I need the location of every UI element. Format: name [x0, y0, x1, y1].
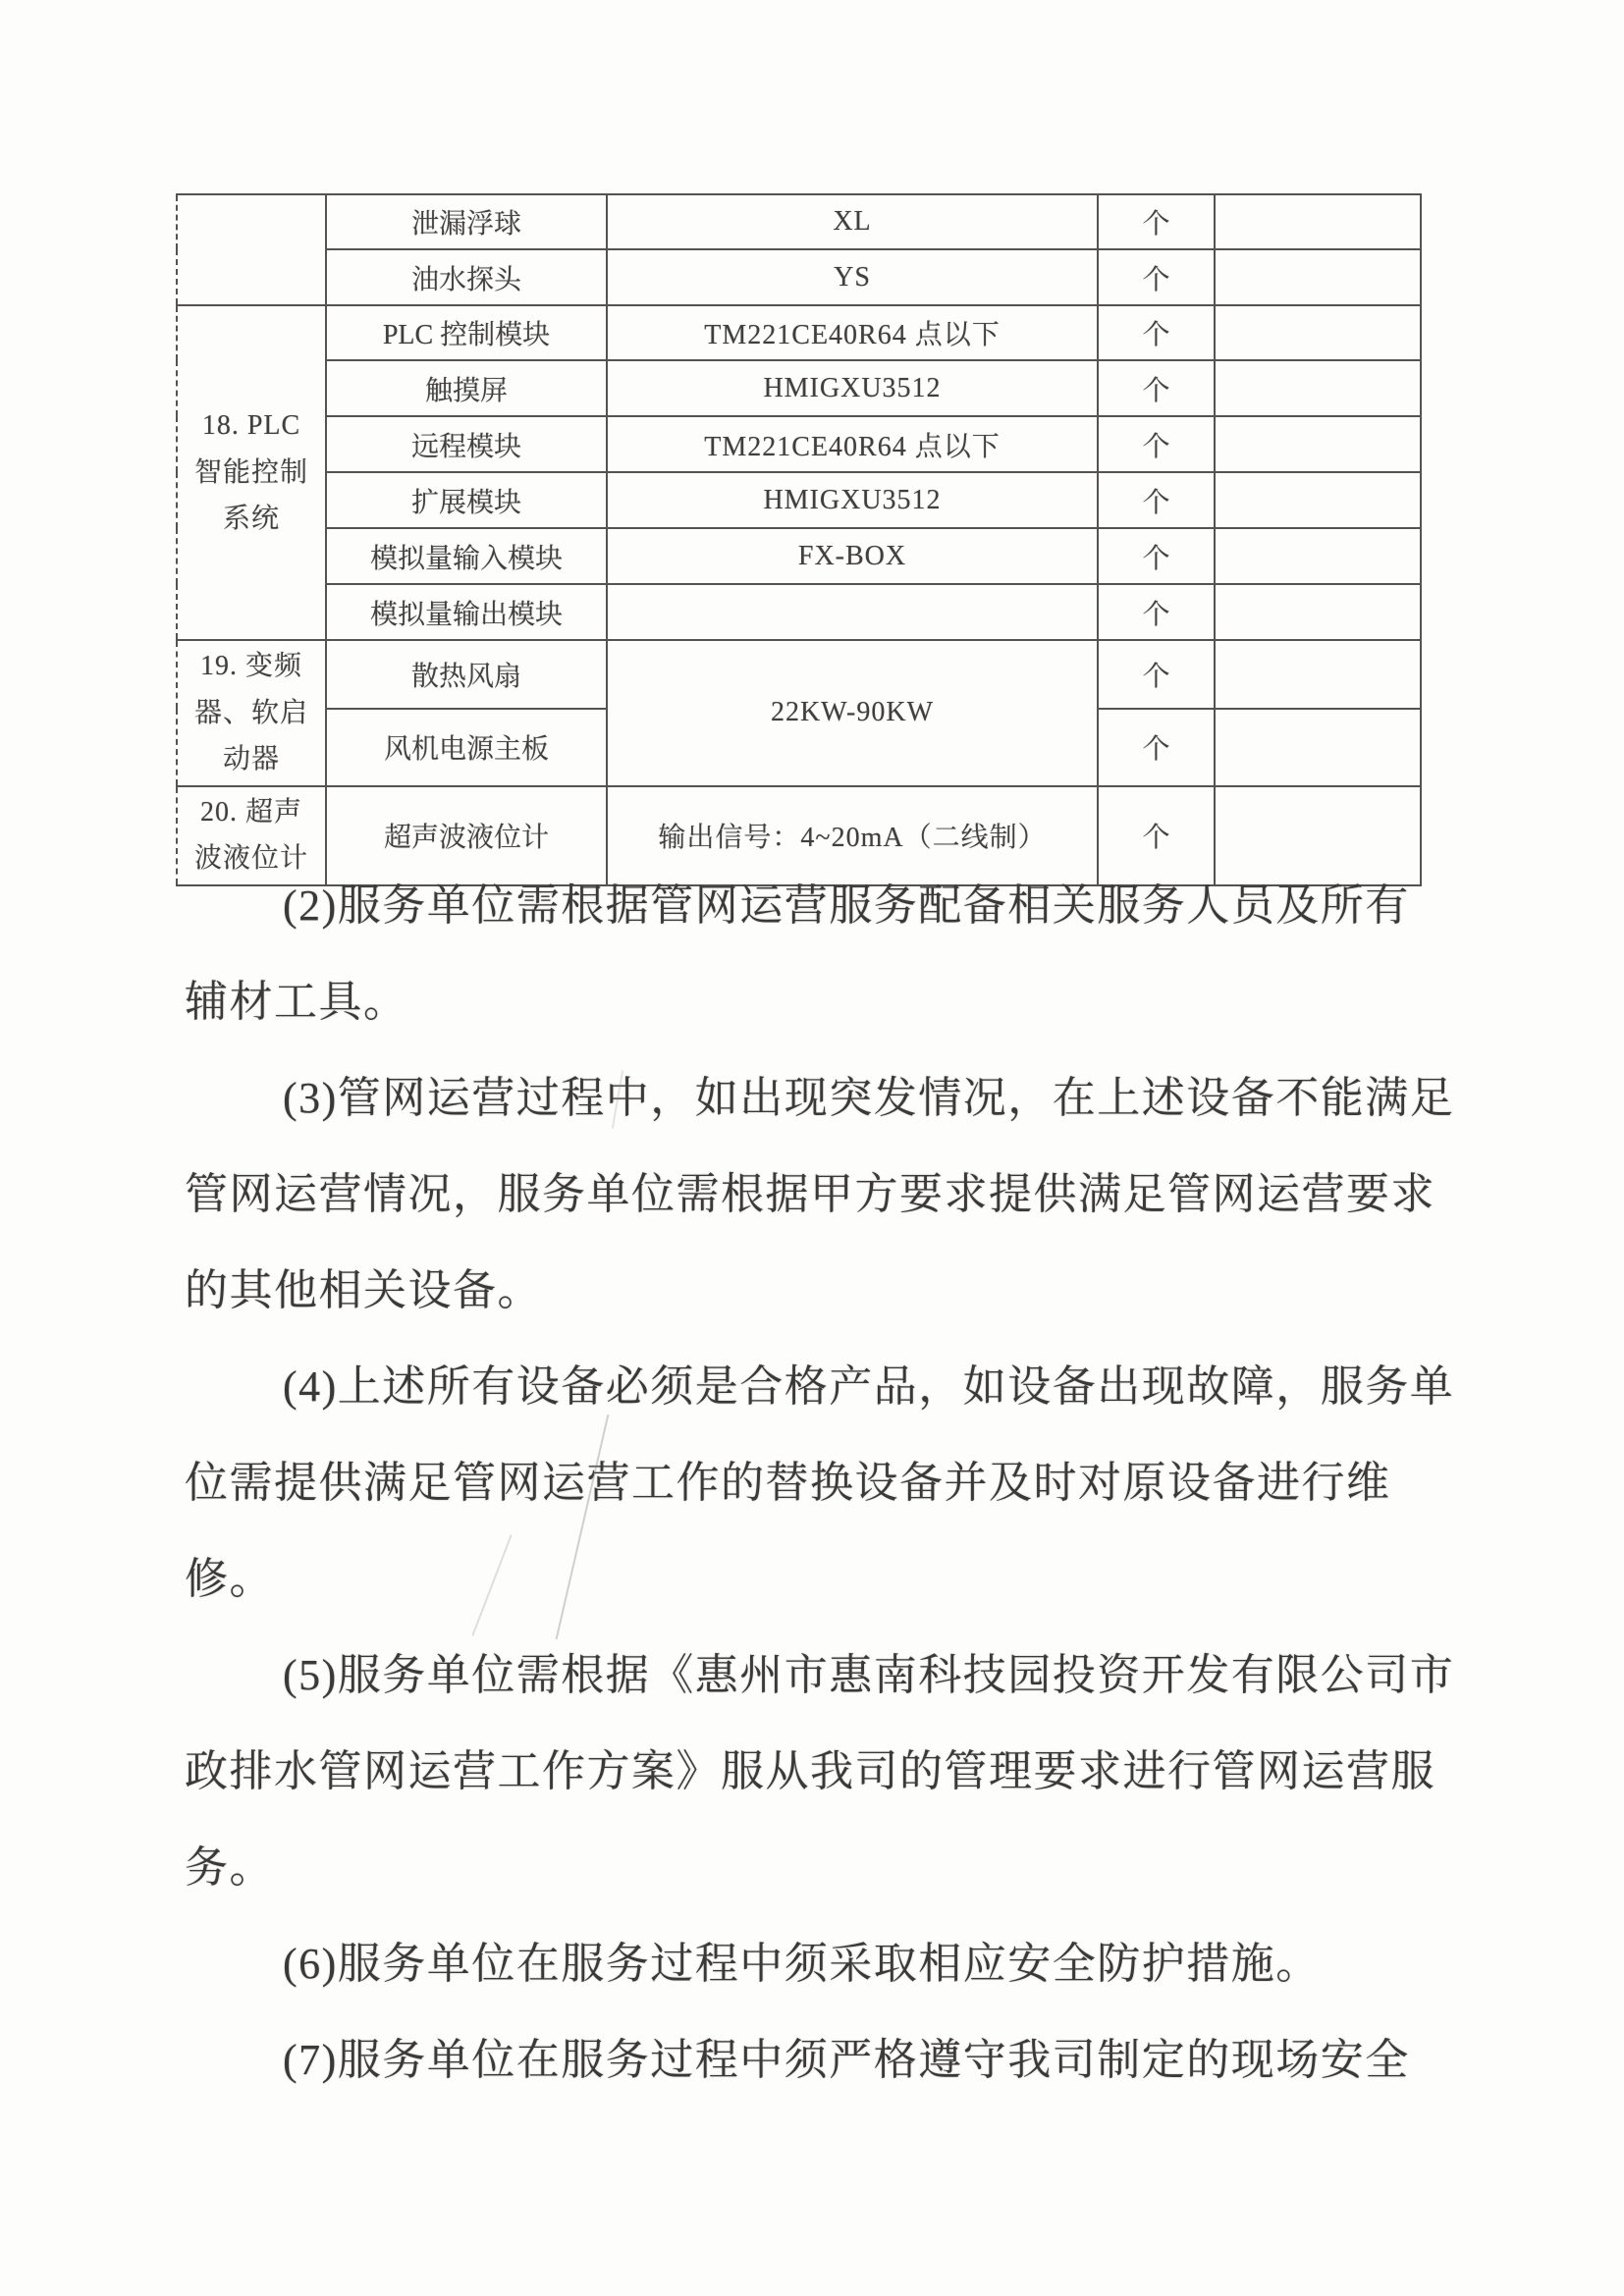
table-cell-unit: 个	[1098, 786, 1215, 885]
paragraph-line: (3)管网运营过程中，如出现突发情况，在上述设备不能满足	[283, 1074, 1455, 1122]
table-cell-item: 超声波液位计	[326, 786, 607, 885]
table-cell-unit: 个	[1098, 528, 1215, 584]
table-cell-spec: HMIGXU3512	[607, 360, 1098, 416]
table-row	[177, 472, 1421, 528]
paragraph-line: 的其他相关设备。	[185, 1266, 542, 1314]
paragraph-line: 管网运营情况，服务单位需根据甲方要求提供满足管网运营要求	[185, 1170, 1435, 1218]
table-cell-spec-merged: 22KW-90KW	[607, 640, 1098, 786]
paragraph-line: (6)服务单位在服务过程中须采取相应安全防护措施。	[283, 1940, 1321, 1988]
table-cell-note	[1215, 305, 1421, 360]
table-cell-item: 远程模块	[326, 416, 607, 472]
table-cell-note	[1215, 640, 1421, 709]
paragraph-line: 修。	[185, 1555, 274, 1603]
table-cell-spec: FX-BOX	[607, 528, 1098, 584]
table-cell-unit: 个	[1098, 249, 1215, 305]
table-cell-spec: HMIGXU3512	[607, 472, 1098, 528]
table-cell-item: PLC 控制模块	[326, 305, 607, 360]
paragraphs	[185, 858, 1455, 2109]
table-row	[177, 584, 1421, 640]
table-cell-item: 扩展模块	[326, 472, 607, 528]
paragraph-line: 务。	[185, 1843, 274, 1892]
paragraph-line: (4)上述所有设备必须是合格产品，如设备出现故障，服务单	[283, 1362, 1455, 1411]
table-cell-unit: 个	[1098, 360, 1215, 416]
table-cell-note	[1215, 416, 1421, 472]
table-cell-note	[1215, 709, 1421, 786]
table-cell-spec: 输出信号：4~20mA（二线制）	[607, 786, 1098, 885]
paragraph-line: (2)服务单位需根据管网运营服务配备相关服务人员及所有	[283, 881, 1410, 930]
table-cell-category: 19. 变频 器、软启 动器	[177, 640, 326, 786]
table-cell-unit: 个	[1098, 584, 1215, 640]
table-row	[177, 305, 1421, 360]
paragraph-line: 政排水管网运营工作方案》服从我司的管理要求进行管网运营服	[185, 1747, 1435, 1795]
table-row	[177, 416, 1421, 472]
paragraph-line: 位需提供满足管网运营工作的替换设备并及时对原设备进行维	[185, 1459, 1391, 1507]
table-row	[177, 360, 1421, 416]
table-cell-note	[1215, 528, 1421, 584]
table-cell-note	[1215, 360, 1421, 416]
table-cell-spec: YS	[607, 249, 1098, 305]
table-cell-item: 模拟量输出模块	[326, 584, 607, 640]
table-cell-note	[1215, 472, 1421, 528]
table-cell-spec	[607, 584, 1098, 640]
table-cell-item: 触摸屏	[326, 360, 607, 416]
table-cell-unit: 个	[1098, 472, 1215, 528]
table-cell-note	[1215, 249, 1421, 305]
paragraph-line: 辅材工具。	[185, 978, 408, 1026]
table-cell-item: 油水探头	[326, 249, 607, 305]
table-row	[177, 528, 1421, 584]
equipment-table	[176, 193, 1422, 886]
table-cell-spec: XL	[607, 194, 1098, 249]
table-cell-item: 散热风扇	[326, 640, 607, 709]
table-cell-unit: 个	[1098, 305, 1215, 360]
table-cell-item: 泄漏浮球	[326, 194, 607, 249]
table-row	[177, 194, 1421, 249]
table-cell-unit: 个	[1098, 416, 1215, 472]
table-cell-spec: TM221CE40R64 点以下	[607, 305, 1098, 360]
table-cell-unit: 个	[1098, 640, 1215, 709]
table-cell-note	[1215, 194, 1421, 249]
table-cell-item: 模拟量输入模块	[326, 528, 607, 584]
table-cell-note	[1215, 584, 1421, 640]
table-cell-category: 18. PLC 智能控制 系统	[177, 305, 326, 640]
table-cell-spec: TM221CE40R64 点以下	[607, 416, 1098, 472]
table-row	[177, 249, 1421, 305]
table-cell-unit: 个	[1098, 709, 1215, 786]
table-cell-category: 20. 超声 波液位计	[177, 786, 326, 885]
paragraph-line: (7)服务单位在服务过程中须严格遵守我司制定的现场安全	[283, 2036, 1410, 2084]
table-cell-item: 风机电源主板	[326, 709, 607, 786]
table-row	[177, 640, 1421, 709]
table-cell-unit: 个	[1098, 194, 1215, 249]
table-cell-category	[177, 194, 326, 305]
paragraph-line: (5)服务单位需根据《惠州市惠南科技园投资开发有限公司市	[283, 1651, 1455, 1699]
